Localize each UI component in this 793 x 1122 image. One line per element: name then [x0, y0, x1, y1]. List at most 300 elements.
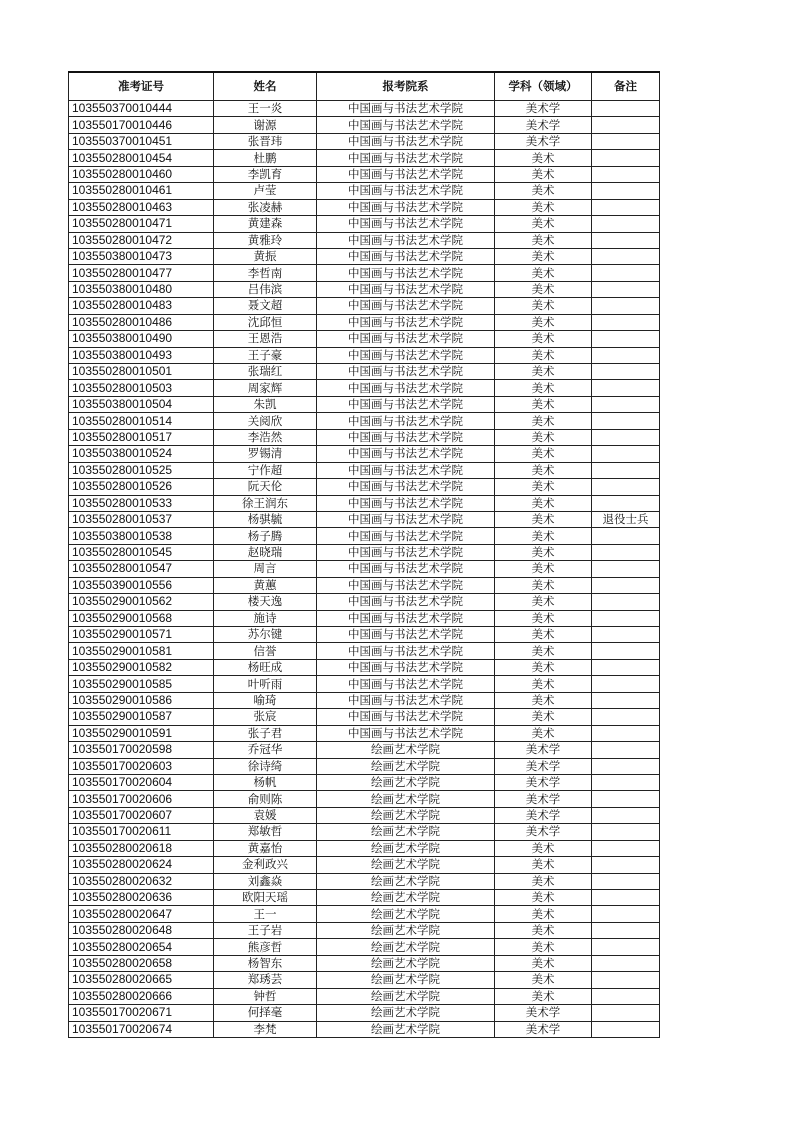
cell-name: 王恩浩: [214, 331, 317, 347]
cell-remark: [592, 1005, 660, 1021]
cell-exam-id: 103550280010525: [69, 462, 214, 478]
cell-subject: 美术: [495, 216, 592, 232]
cell-department: 中国画与书法艺术学院: [317, 692, 495, 708]
cell-exam-id: 103550280020665: [69, 972, 214, 988]
cell-subject: 美术学: [495, 133, 592, 149]
cell-remark: [592, 101, 660, 117]
cell-remark: [592, 857, 660, 873]
cell-name: 杨智东: [214, 955, 317, 971]
cell-department: 中国画与书法艺术学院: [317, 314, 495, 330]
cell-subject: 美术: [495, 840, 592, 856]
cell-exam-id: 103550170010446: [69, 117, 214, 133]
cell-department: 中国画与书法艺术学院: [317, 133, 495, 149]
cell-exam-id: 103550380010524: [69, 446, 214, 462]
cell-name: 钟哲: [214, 988, 317, 1004]
cell-subject: 美术: [495, 281, 592, 297]
cell-name: 朱凯: [214, 396, 317, 412]
cell-subject: 美术: [495, 396, 592, 412]
cell-subject: 美术: [495, 709, 592, 725]
cell-remark: [592, 676, 660, 692]
cell-name: 杨骐毓: [214, 511, 317, 527]
cell-exam-id: 103550280010461: [69, 183, 214, 199]
cell-subject: 美术学: [495, 1021, 592, 1037]
cell-subject: 美术: [495, 364, 592, 380]
cell-remark: [592, 281, 660, 297]
cell-department: 绘画艺术学院: [317, 824, 495, 840]
cell-name: 沈邱恒: [214, 314, 317, 330]
cell-remark: [592, 873, 660, 889]
cell-exam-id: 103550280010514: [69, 413, 214, 429]
cell-exam-id: 103550380010480: [69, 281, 214, 297]
table-row: [69, 807, 660, 823]
cell-subject: 美术: [495, 314, 592, 330]
header-subject: 学科（领域）: [495, 72, 592, 101]
table-row: [69, 890, 660, 906]
cell-name: 欧阳天瑶: [214, 890, 317, 906]
cell-remark: [592, 396, 660, 412]
table-row: [69, 643, 660, 659]
cell-department: 绘画艺术学院: [317, 873, 495, 889]
cell-remark: [592, 890, 660, 906]
cell-subject: 美术: [495, 150, 592, 166]
table-row: [69, 742, 660, 758]
cell-department: 中国画与书法艺术学院: [317, 183, 495, 199]
cell-subject: 美术: [495, 265, 592, 281]
cell-exam-id: 103550280010526: [69, 479, 214, 495]
cell-department: 中国画与书法艺术学院: [317, 199, 495, 215]
cell-subject: 美术学: [495, 742, 592, 758]
cell-name: 苏尔键: [214, 627, 317, 643]
cell-exam-id: 103550280020648: [69, 922, 214, 938]
cell-department: 中国画与书法艺术学院: [317, 725, 495, 741]
cell-exam-id: 103550280010503: [69, 380, 214, 396]
table-row: [69, 577, 660, 593]
cell-remark: [592, 972, 660, 988]
cell-department: 中国画与书法艺术学院: [317, 331, 495, 347]
cell-remark: [592, 265, 660, 281]
cell-remark: [592, 725, 660, 741]
table-row: [69, 857, 660, 873]
cell-exam-id: 103550370010451: [69, 133, 214, 149]
cell-exam-id: 103550380010493: [69, 347, 214, 363]
cell-name: 黄嘉怡: [214, 840, 317, 856]
cell-remark: [592, 117, 660, 133]
cell-exam-id: 103550280010483: [69, 298, 214, 314]
table-row: [69, 117, 660, 133]
cell-name: 罗锡清: [214, 446, 317, 462]
cell-remark: [592, 347, 660, 363]
cell-department: 中国画与书法艺术学院: [317, 676, 495, 692]
table-row: [69, 1005, 660, 1021]
cell-remark: [592, 528, 660, 544]
cell-remark: [592, 643, 660, 659]
cell-name: 关阅欣: [214, 413, 317, 429]
cell-department: 中国画与书法艺术学院: [317, 232, 495, 248]
cell-name: 张晋玮: [214, 133, 317, 149]
cell-exam-id: 103550290010591: [69, 725, 214, 741]
admission-list-table: [68, 71, 660, 1038]
cell-name: 施诗: [214, 610, 317, 626]
table-row: [69, 955, 660, 971]
cell-department: 绘画艺术学院: [317, 955, 495, 971]
cell-remark: [592, 380, 660, 396]
cell-subject: 美术: [495, 972, 592, 988]
cell-exam-id: 103550280020647: [69, 906, 214, 922]
cell-exam-id: 103550390010556: [69, 577, 214, 593]
cell-subject: 美术: [495, 725, 592, 741]
cell-exam-id: 103550280020666: [69, 988, 214, 1004]
cell-department: 绘画艺术学院: [317, 906, 495, 922]
table-row: [69, 627, 660, 643]
cell-exam-id: 103550370010444: [69, 101, 214, 117]
cell-exam-id: 103550280010537: [69, 511, 214, 527]
cell-department: 中国画与书法艺术学院: [317, 413, 495, 429]
cell-subject: 美术: [495, 627, 592, 643]
cell-name: 李梵: [214, 1021, 317, 1037]
cell-subject: 美术: [495, 906, 592, 922]
cell-department: 绘画艺术学院: [317, 1005, 495, 1021]
table-row: [69, 939, 660, 955]
cell-exam-id: 103550170020606: [69, 791, 214, 807]
table-row: [69, 462, 660, 478]
cell-remark: [592, 232, 660, 248]
cell-name: 李凯育: [214, 166, 317, 182]
cell-name: 金利政兴: [214, 857, 317, 873]
cell-remark: [592, 742, 660, 758]
table-row: [69, 774, 660, 790]
table-row: [69, 216, 660, 232]
cell-name: 熊彦哲: [214, 939, 317, 955]
cell-department: 中国画与书法艺术学院: [317, 364, 495, 380]
cell-remark: [592, 133, 660, 149]
cell-subject: 美术: [495, 955, 592, 971]
cell-department: 绘画艺术学院: [317, 758, 495, 774]
cell-subject: 美术: [495, 413, 592, 429]
cell-exam-id: 103550280010460: [69, 166, 214, 182]
cell-name: 王子岩: [214, 922, 317, 938]
cell-exam-id: 103550380010538: [69, 528, 214, 544]
cell-name: 俞则陈: [214, 791, 317, 807]
cell-department: 中国画与书法艺术学院: [317, 561, 495, 577]
table-row: [69, 101, 660, 117]
cell-name: 杜鹏: [214, 150, 317, 166]
cell-subject: 美术: [495, 199, 592, 215]
cell-department: 绘画艺术学院: [317, 972, 495, 988]
cell-remark: [592, 577, 660, 593]
cell-department: 中国画与书法艺术学院: [317, 166, 495, 182]
cell-exam-id: 103550280010545: [69, 544, 214, 560]
cell-name: 乔冠华: [214, 742, 317, 758]
cell-department: 绘画艺术学院: [317, 774, 495, 790]
cell-department: 绘画艺术学院: [317, 840, 495, 856]
cell-subject: 美术学: [495, 824, 592, 840]
cell-remark: [592, 446, 660, 462]
cell-department: 中国画与书法艺术学院: [317, 594, 495, 610]
cell-department: 中国画与书法艺术学院: [317, 659, 495, 675]
cell-subject: 美术: [495, 331, 592, 347]
cell-name: 王一: [214, 906, 317, 922]
cell-name: 赵晓瑞: [214, 544, 317, 560]
cell-name: 张子君: [214, 725, 317, 741]
cell-exam-id: 103550290010585: [69, 676, 214, 692]
cell-remark: [592, 413, 660, 429]
cell-remark: [592, 364, 660, 380]
cell-subject: 美术: [495, 988, 592, 1004]
table-row: [69, 594, 660, 610]
cell-exam-id: 103550290010586: [69, 692, 214, 708]
table-row: [69, 133, 660, 149]
cell-name: 阮天伦: [214, 479, 317, 495]
cell-subject: 美术: [495, 873, 592, 889]
cell-remark: [592, 544, 660, 560]
table-row: [69, 281, 660, 297]
cell-subject: 美术: [495, 429, 592, 445]
table-row: [69, 873, 660, 889]
table-row: [69, 988, 660, 1004]
cell-subject: 美术学: [495, 774, 592, 790]
cell-exam-id: 103550290010581: [69, 643, 214, 659]
cell-department: 中国画与书法艺术学院: [317, 528, 495, 544]
cell-name: 周家辉: [214, 380, 317, 396]
cell-exam-id: 103550280010471: [69, 216, 214, 232]
table-row: [69, 528, 660, 544]
cell-remark: [592, 922, 660, 938]
table-row: [69, 1021, 660, 1037]
cell-department: 中国画与书法艺术学院: [317, 446, 495, 462]
cell-subject: 美术: [495, 544, 592, 560]
cell-name: 徐诗绮: [214, 758, 317, 774]
cell-remark: [592, 331, 660, 347]
cell-name: 喻琦: [214, 692, 317, 708]
cell-department: 中国画与书法艺术学院: [317, 396, 495, 412]
cell-department: 绘画艺术学院: [317, 922, 495, 938]
cell-department: 绘画艺术学院: [317, 857, 495, 873]
cell-subject: 美术学: [495, 758, 592, 774]
cell-remark: [592, 150, 660, 166]
cell-exam-id: 103550280010454: [69, 150, 214, 166]
cell-name: 黄蕙: [214, 577, 317, 593]
cell-name: 张宸: [214, 709, 317, 725]
cell-subject: 美术: [495, 446, 592, 462]
cell-remark: [592, 709, 660, 725]
table-row: [69, 758, 660, 774]
table-row: [69, 906, 660, 922]
cell-exam-id: 103550290010562: [69, 594, 214, 610]
cell-subject: 美术: [495, 183, 592, 199]
cell-remark: [592, 314, 660, 330]
cell-exam-id: 103550170020607: [69, 807, 214, 823]
cell-name: 张瑞红: [214, 364, 317, 380]
cell-exam-id: 103550380010490: [69, 331, 214, 347]
cell-subject: 美术: [495, 232, 592, 248]
table-row: [69, 314, 660, 330]
table-row: [69, 840, 660, 856]
cell-department: 中国画与书法艺术学院: [317, 577, 495, 593]
table-row: [69, 232, 660, 248]
cell-exam-id: 103550280010547: [69, 561, 214, 577]
cell-exam-id: 103550170020671: [69, 1005, 214, 1021]
header-remark: 备注: [592, 72, 660, 101]
cell-name: 吕伟滨: [214, 281, 317, 297]
table-row: [69, 544, 660, 560]
cell-name: 谢源: [214, 117, 317, 133]
cell-subject: 美术学: [495, 1005, 592, 1021]
table-row: [69, 972, 660, 988]
table-row: [69, 676, 660, 692]
cell-subject: 美术: [495, 380, 592, 396]
cell-remark: [592, 955, 660, 971]
table-row: [69, 659, 660, 675]
cell-remark: [592, 627, 660, 643]
cell-exam-id: 103550280020624: [69, 857, 214, 873]
table-row: [69, 166, 660, 182]
cell-remark: 退役士兵: [592, 511, 660, 527]
cell-department: 绘画艺术学院: [317, 807, 495, 823]
cell-remark: [592, 824, 660, 840]
cell-remark: [592, 774, 660, 790]
cell-name: 信誉: [214, 643, 317, 659]
table-row: [69, 183, 660, 199]
table-row: [69, 199, 660, 215]
cell-remark: [592, 479, 660, 495]
cell-exam-id: 103550280020618: [69, 840, 214, 856]
cell-exam-id: 103550290010582: [69, 659, 214, 675]
cell-subject: 美术: [495, 577, 592, 593]
cell-exam-id: 103550290010571: [69, 627, 214, 643]
cell-department: 中国画与书法艺术学院: [317, 462, 495, 478]
cell-department: 中国画与书法艺术学院: [317, 265, 495, 281]
cell-subject: 美术: [495, 347, 592, 363]
cell-department: 中国画与书法艺术学院: [317, 101, 495, 117]
cell-department: 绘画艺术学院: [317, 890, 495, 906]
cell-department: 绘画艺术学院: [317, 791, 495, 807]
cell-subject: 美术: [495, 692, 592, 708]
cell-remark: [592, 594, 660, 610]
cell-remark: [592, 906, 660, 922]
cell-subject: 美术: [495, 479, 592, 495]
cell-subject: 美术: [495, 659, 592, 675]
table-row: [69, 479, 660, 495]
cell-exam-id: 103550280010533: [69, 495, 214, 511]
cell-subject: 美术学: [495, 117, 592, 133]
cell-exam-id: 103550280010472: [69, 232, 214, 248]
cell-remark: [592, 939, 660, 955]
cell-remark: [592, 298, 660, 314]
cell-name: 李哲南: [214, 265, 317, 281]
cell-name: 郑琇芸: [214, 972, 317, 988]
cell-remark: [592, 561, 660, 577]
cell-name: 杨子腾: [214, 528, 317, 544]
cell-name: 杨旺成: [214, 659, 317, 675]
cell-remark: [592, 1021, 660, 1037]
cell-department: 中国画与书法艺术学院: [317, 643, 495, 659]
table-row: [69, 347, 660, 363]
cell-subject: 美术: [495, 495, 592, 511]
cell-subject: 美术: [495, 462, 592, 478]
table-row: [69, 725, 660, 741]
table-row: [69, 380, 660, 396]
cell-remark: [592, 692, 660, 708]
cell-exam-id: 103550380010504: [69, 396, 214, 412]
cell-subject: 美术: [495, 857, 592, 873]
table-row: [69, 922, 660, 938]
cell-exam-id: 103550170020598: [69, 742, 214, 758]
cell-name: 叶听雨: [214, 676, 317, 692]
cell-remark: [592, 248, 660, 264]
cell-subject: 美术学: [495, 101, 592, 117]
cell-name: 王子豪: [214, 347, 317, 363]
table-row: [69, 413, 660, 429]
cell-department: 中国画与书法艺术学院: [317, 248, 495, 264]
table-row: [69, 610, 660, 626]
table-row: [69, 791, 660, 807]
cell-department: 中国画与书法艺术学院: [317, 347, 495, 363]
cell-subject: 美术: [495, 676, 592, 692]
cell-subject: 美术: [495, 939, 592, 955]
cell-exam-id: 103550170020611: [69, 824, 214, 840]
table-row: [69, 298, 660, 314]
cell-name: 李浩然: [214, 429, 317, 445]
cell-subject: 美术: [495, 643, 592, 659]
cell-subject: 美术: [495, 511, 592, 527]
table-row: [69, 150, 660, 166]
cell-department: 中国画与书法艺术学院: [317, 479, 495, 495]
cell-subject: 美术: [495, 561, 592, 577]
table-row: [69, 495, 660, 511]
cell-name: 黄雅玲: [214, 232, 317, 248]
cell-name: 何择毫: [214, 1005, 317, 1021]
cell-remark: [592, 610, 660, 626]
cell-department: 中国画与书法艺术学院: [317, 709, 495, 725]
cell-department: 绘画艺术学院: [317, 988, 495, 1004]
table-body: [69, 101, 660, 1038]
cell-exam-id: 103550290010568: [69, 610, 214, 626]
cell-name: 周言: [214, 561, 317, 577]
cell-name: 聂文超: [214, 298, 317, 314]
cell-department: 中国画与书法艺术学院: [317, 150, 495, 166]
cell-exam-id: 103550380010473: [69, 248, 214, 264]
cell-department: 绘画艺术学院: [317, 742, 495, 758]
table-row: [69, 248, 660, 264]
header-row: [69, 72, 660, 101]
cell-remark: [592, 216, 660, 232]
header-name: 姓名: [214, 72, 317, 101]
cell-exam-id: 103550170020603: [69, 758, 214, 774]
header-exam-id: 准考证号: [69, 72, 214, 101]
cell-subject: 美术: [495, 298, 592, 314]
cell-remark: [592, 659, 660, 675]
cell-remark: [592, 807, 660, 823]
cell-department: 中国画与书法艺术学院: [317, 281, 495, 297]
cell-remark: [592, 199, 660, 215]
cell-exam-id: 103550280020658: [69, 955, 214, 971]
cell-subject: 美术: [495, 610, 592, 626]
cell-name: 王一炎: [214, 101, 317, 117]
cell-department: 绘画艺术学院: [317, 939, 495, 955]
cell-exam-id: 103550280020636: [69, 890, 214, 906]
cell-name: 黄振: [214, 248, 317, 264]
cell-remark: [592, 429, 660, 445]
cell-remark: [592, 758, 660, 774]
cell-exam-id: 103550280020654: [69, 939, 214, 955]
table-row: [69, 511, 660, 527]
table-row: [69, 561, 660, 577]
cell-department: 中国画与书法艺术学院: [317, 380, 495, 396]
cell-department: 中国画与书法艺术学院: [317, 495, 495, 511]
cell-remark: [592, 166, 660, 182]
cell-subject: 美术学: [495, 791, 592, 807]
cell-department: 中国画与书法艺术学院: [317, 298, 495, 314]
